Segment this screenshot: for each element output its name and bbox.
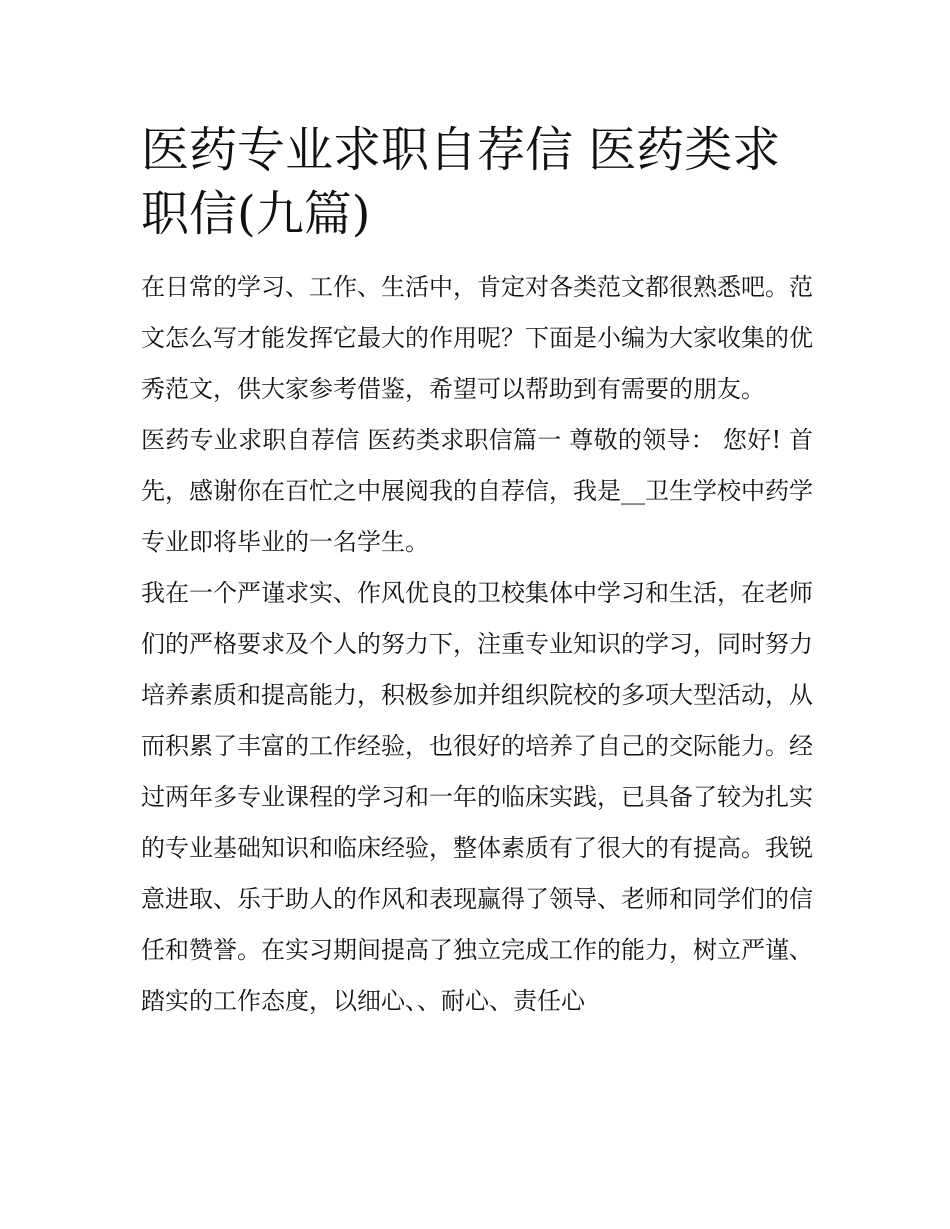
paragraph-body: 我在一个严谨求实、作风优良的卫校集体中学习和生活，在老师们的严格要求及个人的努力下，注重专业知识的学习，同时努力培养素质和提高能力，积极参加并组织院校的多项大型活动，从而积累了丰富的工作经验，也很好的培养了自己的交际能力。经过两年多专业课程的学习和一年的临床实践，已具备了较为扎实的专业基础知识和临床经验，整体素质有了很大的有提高。我锐意进取、乐于助人的作风和表现赢得了领导、老师和同学们的信任和赞誉。在实习期间提高了独立完成工作的能力，树立严谨、踏实的工作态度，以细心、、耐心、责任心	[141, 579, 813, 1015]
paragraph-greeting: 医药专业求职自荐信 医药类求职信篇一 尊敬的领导： 您好! 首先，感谢你在百忙之中展阅我的自荐信，我是__卫生学校中药学专业即将毕业的一名学生。	[141, 426, 813, 556]
document-body	[141, 118, 813, 1027]
document-title: 医药专业求职自荐信 医药类求职信(九篇)	[141, 122, 781, 242]
paragraph-intro: 在日常的学习、工作、生活中，肯定对各类范文都很熟悉吧。范文怎么写才能发挥它最大的作用呢？下面是小编为大家收集的优秀范文，供大家参考借鉴，希望可以帮助到有需要的朋友。	[141, 273, 813, 403]
